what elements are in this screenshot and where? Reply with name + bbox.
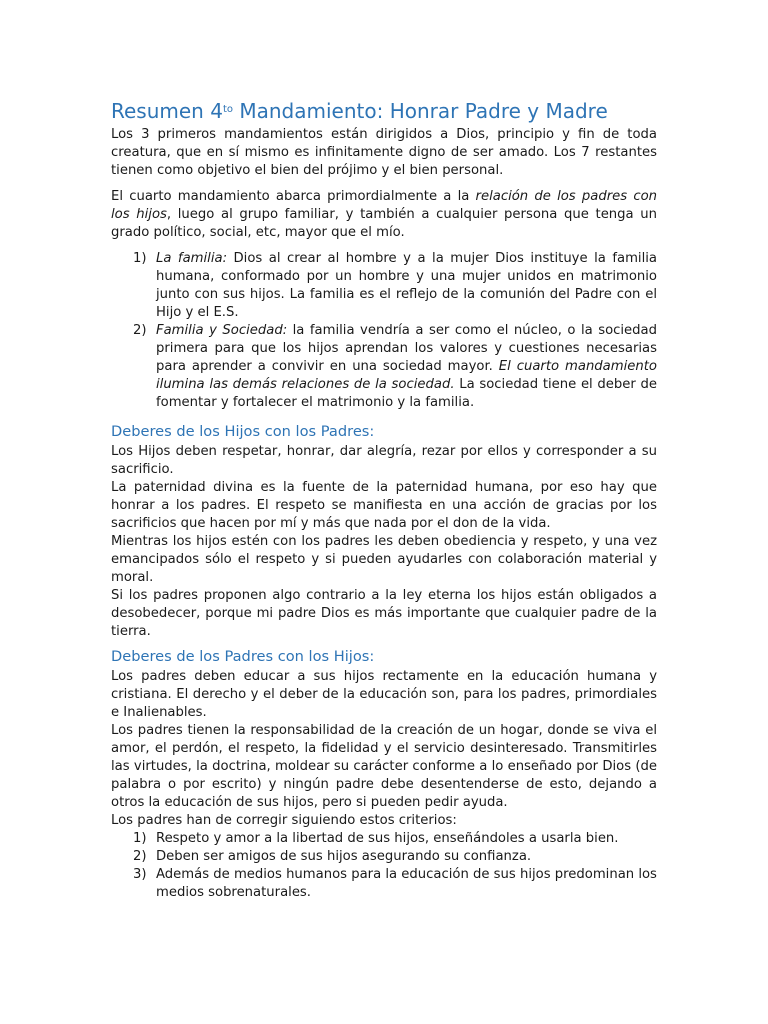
list-number: 3) [133, 867, 147, 882]
parents-paragraph: Los padres deben educar a sus hijos rectamente en la educación humana y cristiana. El derecho y el deber de la educación son, para los padres, primordiales e Inalienables. [111, 669, 657, 720]
list-number: 2) [133, 849, 147, 864]
scope-text-a: El cuarto mandamiento abarca primordialmente a la [111, 189, 476, 204]
list-item-text: Respeto y amor a la libertad de sus hijos, enseñándoles a usarla bien. [156, 831, 619, 846]
list-item-label: La familia: [156, 251, 228, 266]
list-item [111, 830, 657, 848]
scope-emphasis: relación de los padres con los hijos [111, 189, 657, 222]
parents-paragraph: Los padres han de corregir siguiendo estos criterios: [111, 813, 457, 828]
list-item-text: la familia vendría a ser como el núcleo, o la sociedad primera para que los hijos aprendan los valores y cuestiones necesarias para aprender a convivir en una sociedad mayor. [156, 323, 657, 374]
title-main: Resumen 4 [111, 99, 223, 123]
children-paragraph: La paternidad divina es la fuente de la paternidad humana, por eso hay que honrar a los padres. El respeto se manifiesta en una acción de gracias por los sacrificios que hacen por mí y más que nada por el don de la vida. [111, 480, 657, 531]
list-item-text: Además de medios humanos para la educación de sus hijos predominan los medios sobrenaturales. [156, 867, 657, 900]
criteria-list [111, 830, 657, 902]
section-heading-parents-duties: Deberes de los Padres con los Hijos: [111, 648, 375, 665]
title-superscript: to [222, 104, 233, 115]
list-item [111, 866, 657, 902]
children-paragraph: Mientras los hijos estén con los padres les deben obediencia y respeto, y una vez emancipados sólo el respeto y si pueden ayudarles con colaboración material y moral. [111, 534, 657, 585]
children-paragraph: Los Hijos deben respetar, honrar, dar alegría, rezar por ellos y corresponder a su sacrificio. [111, 444, 657, 477]
document-page [111, 96, 657, 902]
list-item-text-2: La sociedad tiene el deber de fomentar y fortalecer el matrimonio y la familia. [156, 377, 657, 410]
page-title [111, 96, 657, 126]
intro-paragraph: Los 3 primeros mandamientos están dirigidos a Dios, principio y fin de toda creatura, que en sí mismo es infinitamente digno de ser amado. Los 7 restantes tienen como objetivo el bien del prójimo y el bien personal. [111, 127, 657, 178]
list-item [111, 250, 657, 322]
list-number: 1) [133, 831, 147, 846]
children-paragraph: Si los padres proponen algo contrario a la ley eterna los hijos están obligados a desobedecer, porque mi padre Dios es más importante que cualquier padre de la tierra. [111, 588, 657, 639]
list-item [111, 848, 657, 866]
list-item-label: Familia y Sociedad: [156, 323, 288, 338]
list-item [111, 322, 657, 412]
list-number: 2) [133, 323, 147, 338]
title-rest: Mandamiento: Honrar Padre y Madre [233, 99, 608, 123]
aspects-list [111, 250, 657, 412]
list-item-emphasis: El cuarto mandamiento ilumina las demás relaciones de la sociedad. [156, 359, 657, 392]
scope-paragraph [111, 188, 657, 242]
list-item-text: Deben ser amigos de sus hijos asegurando su confianza. [156, 849, 532, 864]
list-item-text: Dios al crear al hombre y a la mujer Dios instituye la familia humana, conformado por un hombre y una mujer unidos en matrimonio junto con sus hijos. La familia es el reflejo de la comunión del Padre con el Hijo y el E.S. [156, 251, 657, 320]
section-heading-children-duties: Deberes de los Hijos con los Padres: [111, 423, 375, 440]
list-number: 1) [133, 251, 147, 266]
scope-text-c: , luego al grupo familiar, y también a cualquier persona que tenga un grado político, social, etc, mayor que el mío. [111, 207, 658, 240]
parents-paragraph: Los padres tienen la responsabilidad de la creación de un hogar, donde se viva el amor, el perdón, el respeto, la fidelidad y el servicio desinteresado. Transmitirles las virtudes, la doctrina, moldear su carácter conforme a lo enseñado por Dios (de palabra o por escrito) y ningún padre debe desentenderse de esto, dejando a otros la educación de sus hijos, pero si pueden pedir ayuda. [111, 723, 657, 810]
